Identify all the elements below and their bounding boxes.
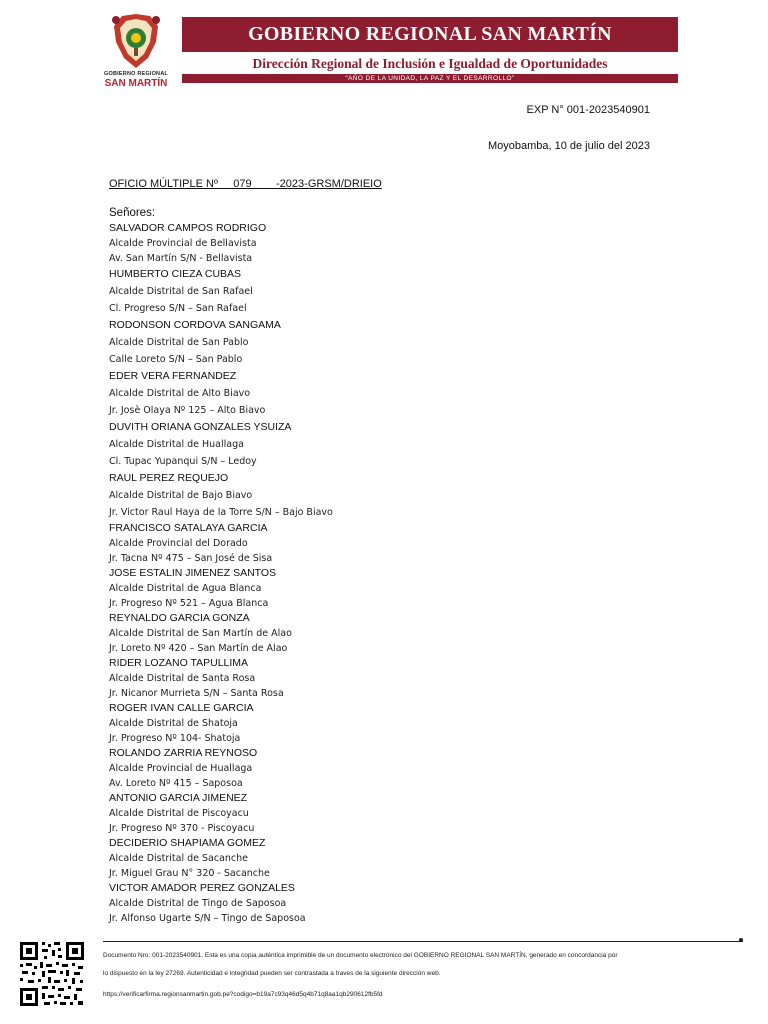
- recipient-block: [109, 881, 669, 926]
- recipient-address: Jr. Nicanor Murrieta S/N – Santa Rosa: [109, 688, 284, 699]
- directorate-subtitle: Dirección Regional de Inclusión e Igualdad de Oportunidades: [252, 56, 608, 71]
- salutation: Señores:: [109, 207, 156, 219]
- footer-certification: Documento Nro: 001-2023540901. Esta es una copia auténtica imprimible de un documento electrónico del GOBIERNO REGIONAL SAN MARTÍN, generado en concordancia por: [103, 952, 618, 959]
- footer-divider: [103, 941, 743, 942]
- recipient-name: ANTONIO GARCIA JIMENEZ: [109, 792, 248, 804]
- coat-of-arms-icon: [108, 12, 164, 70]
- recipient-role: Alcalde Provincial de Huallaga: [109, 763, 253, 774]
- document-date: Moyobamba, 10 de julio del 2023: [487, 140, 650, 152]
- recipient-block: [109, 470, 669, 521]
- recipient-name: FRANCISCO SATALAYA GARCIA: [109, 522, 268, 534]
- recipient-address: Av. Loreto Nº 415 – Saposoa: [109, 778, 243, 789]
- footer-verification-link[interactable]: https://verificarfirma.regionsanmartin.gob.pe?codigo=b19a7c93q46d5q4b71q8aa1qb290612fb5fd: [103, 991, 383, 998]
- header-banner: [182, 17, 678, 52]
- motto-bar: [182, 74, 678, 83]
- recipient-name: VICTOR AMADOR PEREZ GONZALES: [109, 882, 295, 894]
- recipient-role: Alcalde Distrital de Sacanche: [109, 853, 248, 864]
- recipient-role: Alcalde Distrital de Huallaga: [109, 439, 244, 450]
- recipient-block: [109, 791, 669, 836]
- recipient-address: Jr. Progreso Nº 521 – Agua Blanca: [109, 598, 269, 609]
- recipient-name: ROLANDO ZARRIA REYNOSO: [109, 747, 258, 759]
- regional-government-logo: [100, 12, 172, 92]
- recipient-address: Av. San Martín S/N - Bellavista: [109, 253, 253, 264]
- recipient-name: RAUL PEREZ REQUEJO: [109, 472, 229, 484]
- recipient-address: Cl. Progreso S/N – San Rafael: [109, 303, 247, 314]
- recipient-role: Alcalde Distrital de Agua Blanca: [109, 583, 262, 594]
- recipient-name: DECIDERIO SHAPIAMA GOMEZ: [109, 837, 266, 849]
- recipient-role: Alcalde Provincial de Bellavista: [109, 238, 257, 249]
- recipient-address: Jr. Victor Raul Haya de la Torre S/N – Bajo Biavo: [109, 507, 333, 518]
- recipient-block: [109, 221, 669, 266]
- recipient-address: Jr. Josè Olaya Nº 125 – Alto Biavo: [109, 405, 266, 416]
- recipient-role: Alcalde Distrital de Santa Rosa: [109, 673, 256, 684]
- recipient-address: Calle Loreto S/N – San Pablo: [109, 354, 243, 365]
- recipient-address: Jr. Alfonso Ugarte S/N – Tingo de Saposoa: [109, 913, 306, 924]
- recipient-block: [109, 419, 669, 470]
- recipient-name: HUMBERTO CIEZA CUBAS: [109, 268, 242, 280]
- recipient-name: RIDER LOZANO TAPULLIMA: [109, 657, 249, 669]
- recipient-role: Alcalde Distrital de San Pablo: [109, 337, 249, 348]
- recipient-list: [109, 221, 669, 926]
- recipient-name: RODONSON CORDOVA SANGAMA: [109, 319, 281, 331]
- recipient-name: REYNALDO GARCIA GONZA: [109, 612, 250, 624]
- footer-legal-note: lo dispuesto en la ley 27269. Autenticidad e integridad pueden ser contrastada a traves de la siguiente dirección web.: [103, 970, 441, 977]
- recipient-address: Jr. Tacna Nº 475 – San José de Sisa: [109, 553, 273, 564]
- expedient-number: EXP N° 001-2023540901: [526, 104, 650, 116]
- recipient-role: Alcalde Distrital de Tingo de Saposoa: [109, 898, 287, 909]
- recipient-block: [109, 566, 669, 611]
- recipient-block: [109, 701, 669, 746]
- recipient-role: Alcalde Distrital de Alto Biavo: [109, 388, 251, 399]
- recipient-name: ROGER IVAN CALLE GARCIA: [109, 702, 254, 714]
- recipient-role: Alcalde Distrital de Shatoja: [109, 718, 238, 729]
- footer-divider-endpoint: [739, 938, 743, 942]
- recipient-role: Alcalde Distrital de San Martín de Alao: [109, 628, 292, 639]
- recipient-name: SALVADOR CAMPOS RODRIGO: [109, 222, 267, 234]
- recipient-role: Alcalde Distrital de Piscoyacu: [109, 808, 249, 819]
- recipient-block: [109, 317, 669, 368]
- recipient-block: [109, 266, 669, 317]
- year-motto: “AÑO DE LA UNIDAD, LA PAZ Y EL DESARROLLO”: [345, 75, 515, 82]
- recipient-address: Jr. Progreso Nº 104- Shatoja: [109, 733, 241, 744]
- recipient-name: JOSE ESTALIN JIMENEZ SANTOS: [109, 567, 277, 579]
- recipient-name: DUVITH ORIANA GONZALES YSUIZA: [109, 421, 292, 433]
- oficio-reference: OFICIO MÚLTIPLE Nº 079 -2023-GRSM/DRIEIO: [109, 178, 382, 190]
- logo-caption-region: SAN MARTÍN: [104, 78, 168, 89]
- recipient-role: Alcalde Distrital de San Rafael: [109, 286, 253, 297]
- recipient-block: [109, 746, 669, 791]
- page-title: GOBIERNO REGIONAL SAN MARTÍN: [248, 23, 612, 45]
- recipient-block: [109, 521, 669, 566]
- qr-code: [18, 940, 86, 1008]
- recipient-block: [109, 836, 669, 881]
- recipient-address: Jr. Miguel Grau N° 320 - Sacanche: [109, 868, 270, 879]
- recipient-block: [109, 611, 669, 656]
- logo-caption: GOBIERNO REGIONAL: [104, 71, 168, 77]
- recipient-address: Jr. Progreso Nº 370 - Piscoyacu: [109, 823, 255, 834]
- recipient-role: Alcalde Provincial del Dorado: [109, 538, 248, 549]
- recipient-role: Alcalde Distrital de Bajo Biavo: [109, 490, 253, 501]
- recipient-block: [109, 368, 669, 419]
- recipient-address: Jr. Loreto Nº 420 – San Martín de Alao: [109, 643, 288, 654]
- recipient-block: [109, 656, 669, 701]
- recipient-address: Cl. Tupac Yupanqui S/N – Ledoy: [109, 456, 257, 467]
- recipient-name: EDER VERA FERNANDEZ: [109, 370, 237, 382]
